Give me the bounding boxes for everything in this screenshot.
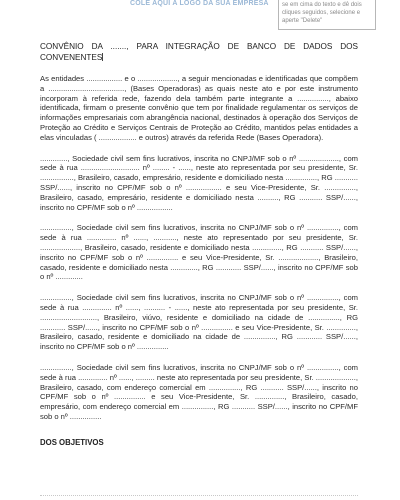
instruction-note: se em cima do texto e dê dois cliques seguidos, selecione e aperte "Delete": [278, 0, 376, 30]
text-cursor: [102, 53, 103, 61]
paragraph-party-3[interactable]: ..............., Sociedade civil sem fins lucrativos, inscrita no CNPJ/MF sob o nº ..............., com sede à rua .............. nº ......, .......... - ......, neste ato representada por seu presidente, Sr. ..........................., Brasileiro, viúvo, residente e domiciliado na cidade de ..............., RG ............ SSP/......, inscrito no CPF/MF sob o nº ............... e seu Vice-Presidente, Sr. .............., Brasileiro, casado, residente e domiciliado na cidade de ..............., RG ............ SSP/......, inscrito no CPF/MF sob o nº ...............: [40, 293, 358, 352]
section-heading[interactable]: DOS OBJETIVOS: [40, 437, 104, 447]
next-line-divider: [40, 492, 358, 496]
logo-placeholder[interactable]: COLE AQUI A LOGO DA SUA EMPRESA: [130, 0, 269, 7]
paragraph-party-2[interactable]: ..............., Sociedade civil sem fins lucrativos, inscrita no CNPJ/MF sob o nº ..............., com sede à rua .............. nº ......, ..........., neste ato representado por seu presidente, Sr. ..................., Brasileiro, casado, residente e domiciliado nesta .............., RG ........... SSP/......, inscrito no CPF/MF sob o nº ............... e seu Vice-Presidente, Sr. ..................., Brasileiro, casado, residente e domiciliado nesta ............., RG ............ SSP/......, inscrito no CPF/MF sob o nº .............: [40, 223, 358, 282]
paragraph-intro[interactable]: As entidades ................. e o ..................., a seguir mencionadas e identificadas que compõem a ...................................., (Bases Operadoras) as quais neste ato e por este instrumento incorporam à referida rede, fazendo dela também parte integrante a ..............., abaixo identificada, firmam o presente convênio que tem por finalidade regulamentar os serviços de informações empresariais com abrangência nacional, destinados à operação dos Serviços de Proteção ao Crédito e Serviços Centrais de Proteção ao Crédito, mantidos pelas entidades a elas vinculadas ( .................. e outros) através da referida Rede (Bases Operadora).: [40, 74, 358, 142]
title-text: CONVÊNIO DA ......., PARA INTEGRAÇÃO DE BANCO DE DADOS DOS CONVENENTES: [40, 42, 358, 62]
paragraph-party-4[interactable]: ..............., Sociedade civil sem fins lucrativos, inscrita no CNPJ/MF sob o nº ..............., com sede à rua .............. nº ......, ......... neste ato representada por seu presidente, Sr. ..................., Brasileiro, casado, com endereço comercial em ..............., RG ........... SSP/......, inscrito no CPF/MF sob o nº ............... e seu Vice-Presidente, Sr. .............., Brasileiro, casado, empresário, com endereço comercial em ..............., RG ........... SSP/......, inscrito no CPF/MF sob o nº ...............: [40, 362, 358, 421]
document-title[interactable]: [40, 42, 358, 63]
paragraph-party-1[interactable]: ............., Sociedade civil sem fins lucrativos, inscrita no CNPJ/MF sob o nº ..................., com sede à rua ............................ nº ........ - ......, neste ato representada por seu presidente, Sr. ................, Brasileiro, casado, empresário, residente e domiciliado nesta ..............., RG ........... SSP/......, inscrito no CPF/MF sob o nº ................. e seu Vice-Presidente, Sr. ..............., Brasileiro, casado, empresário, residente e domiciliado nesta .........., RG ........... SSP/......, inscrito no CPF/MF sob o nº .................: [40, 153, 358, 212]
document-body: [40, 42, 358, 447]
